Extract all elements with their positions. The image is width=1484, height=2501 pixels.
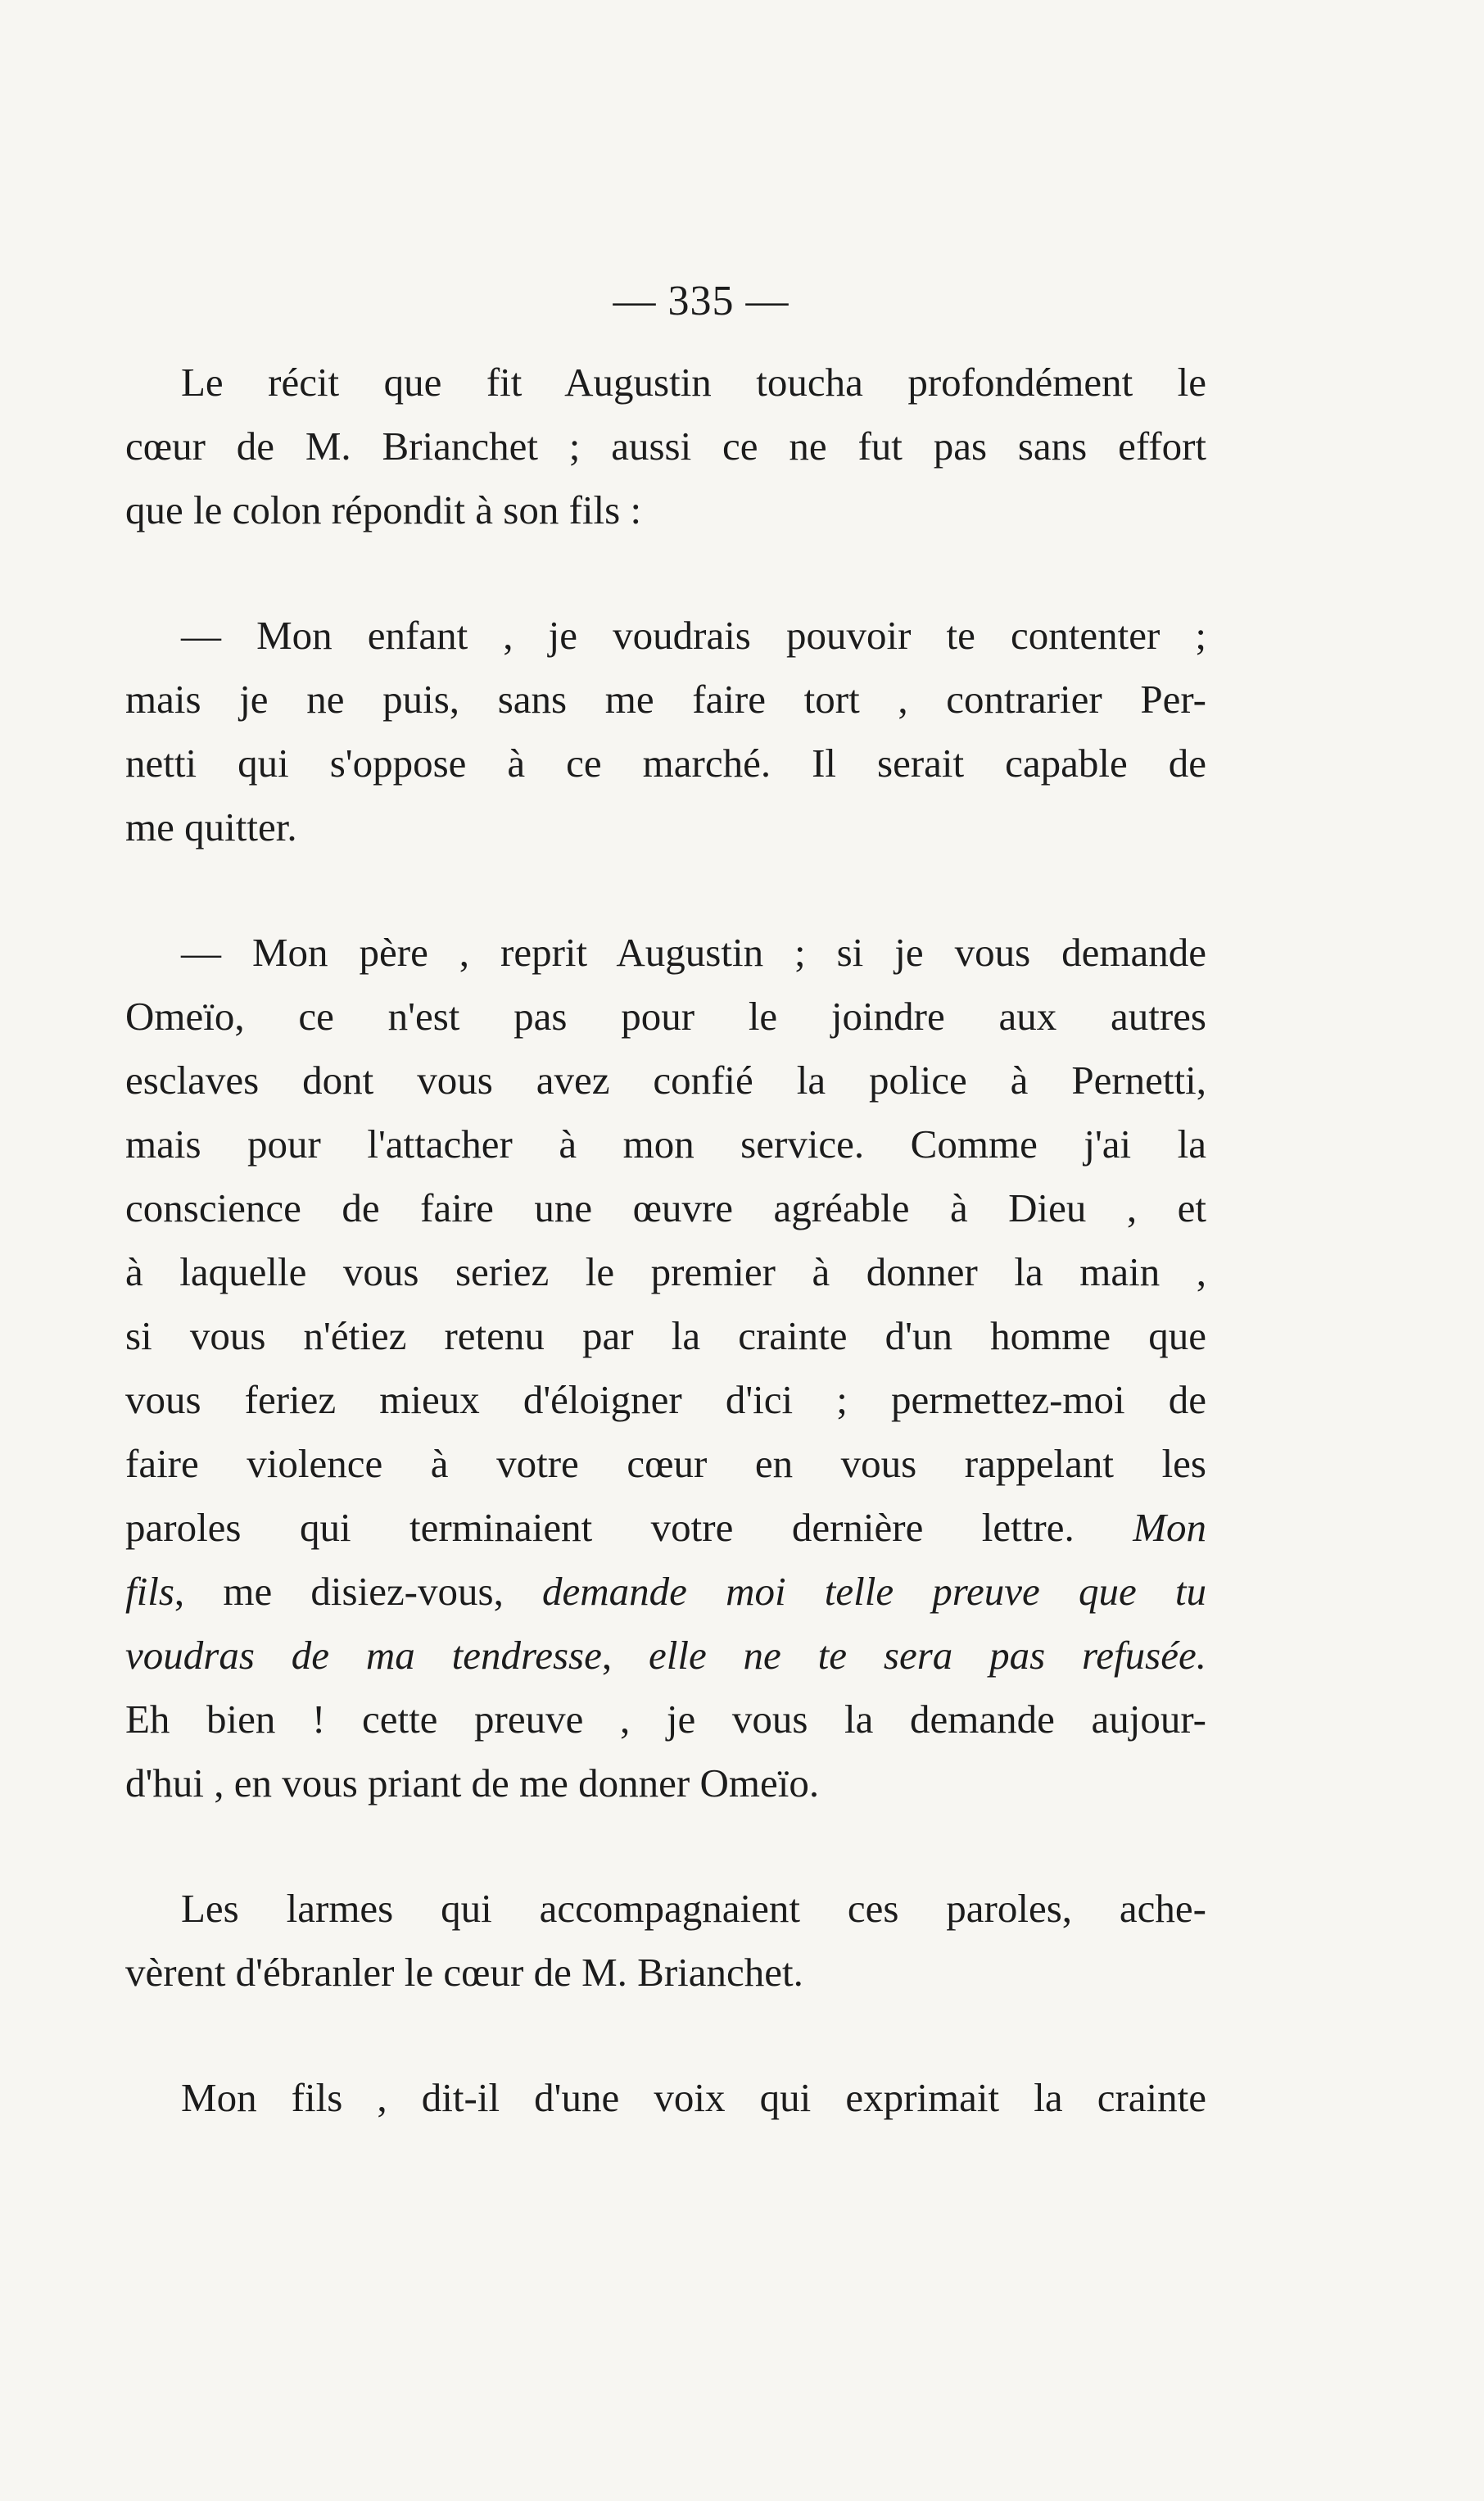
text-run: , bbox=[601, 1633, 613, 1678]
paragraph-1 bbox=[125, 351, 1206, 542]
text-line: Les larmes qui accompagnaient ces paroles, ache- bbox=[181, 1886, 1206, 1931]
italic-text-run: fils bbox=[125, 1569, 174, 1614]
italic-text-run: elle ne te sera pas refusée. bbox=[648, 1633, 1206, 1678]
text-line: vèrent d'ébranler le cœur de M. Brianchet. bbox=[125, 1950, 803, 1995]
text-line bbox=[125, 1560, 1206, 1624]
italic-text-run: Mon bbox=[1133, 1505, 1207, 1550]
paragraph-3 bbox=[125, 921, 1206, 1815]
body-text bbox=[125, 351, 1206, 2130]
text-line: à laquelle vous seriez le premier à donner la main , bbox=[125, 1249, 1206, 1294]
text-line: mais je ne puis, sans me faire tort , contrarier Per- bbox=[125, 677, 1206, 722]
text-line: Mon fils , dit-il d'une voix qui exprimait la crainte bbox=[181, 2075, 1206, 2120]
text-line: Omeïo, ce n'est pas pour le joindre aux autres bbox=[125, 994, 1206, 1039]
text-line: netti qui s'oppose à ce marché. Il serait capable de bbox=[125, 741, 1206, 786]
text-line: mais pour l'attacher à mon service. Comme j'ai la bbox=[125, 1121, 1206, 1167]
text-line: me quitter. bbox=[125, 804, 297, 850]
text-line bbox=[125, 1624, 1206, 1688]
text-line: si vous n'étiez retenu par la crainte d'un homme que bbox=[125, 1313, 1206, 1358]
text-line: cœur de M. Brianchet ; aussi ce ne fut pas sans effort bbox=[125, 424, 1206, 469]
text-line: Le récit que fit Augustin toucha profondément le bbox=[181, 360, 1206, 405]
text-line: conscience de faire une œuvre agréable à Dieu , et bbox=[125, 1185, 1206, 1230]
italic-text-run: voudras de ma tendresse bbox=[125, 1633, 602, 1678]
text-line: — Mon enfant , je voudrais pouvoir te contenter ; bbox=[181, 613, 1206, 658]
text-line: que le colon répondit à son fils : bbox=[125, 487, 642, 532]
text-line: d'hui , en vous priant de me donner Omeïo. bbox=[125, 1760, 820, 1806]
text-run: , me disiez-vous, bbox=[174, 1569, 504, 1614]
text-line bbox=[125, 1496, 1206, 1560]
text-line: Eh bien ! cette preuve , je vous la demande aujour- bbox=[125, 1697, 1206, 1742]
paragraph-5 bbox=[125, 2066, 1206, 2130]
paragraph-2 bbox=[125, 604, 1206, 859]
text-line: esclaves dont vous avez confié la police à Pernetti, bbox=[125, 1058, 1206, 1103]
paragraph-4 bbox=[125, 1877, 1206, 2005]
text-line: faire violence à votre cœur en vous rappelant les bbox=[125, 1441, 1206, 1486]
text-line: — Mon père , reprit Augustin ; si je vous demande bbox=[181, 930, 1206, 975]
italic-text-run: demande moi telle preuve que tu bbox=[542, 1569, 1206, 1614]
text-line: vous feriez mieux d'éloigner d'ici ; permettez-moi de bbox=[125, 1377, 1206, 1422]
page-number: — 335 — bbox=[613, 278, 790, 324]
text-run: paroles qui terminaient votre dernière lettre. bbox=[125, 1505, 1075, 1550]
